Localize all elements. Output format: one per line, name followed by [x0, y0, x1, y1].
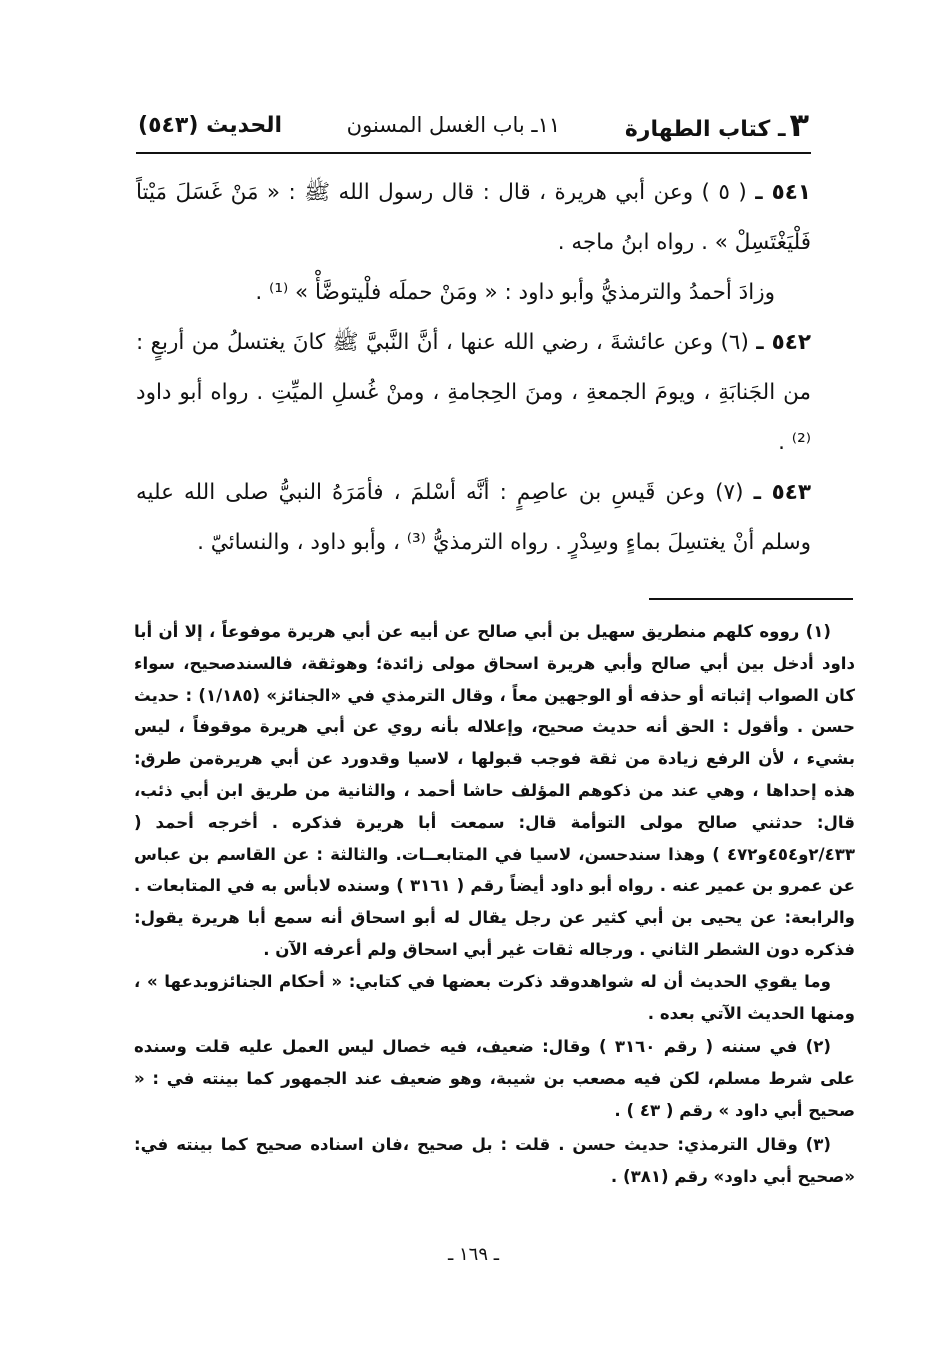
footnote-1: (١) رووه كلهم منطريق سهيل بن أبي صالح عن أبيه عن أبي هريرة موفوعاً ، إلا أن أبا داود أدخل بين أبي صالح وأبي هريرة اسحاق مولى زائدة؛ وهوثقة، فالسندصحيح، سواء كان الصواب إثباته أو حذفه أو الوجهين معاً ، وقال الترمذي في «الجنائز» (١/١٨٥) : حديث حسن . وأقول : الحق أنه حديث صحيح، وإعلاله بأنه روي عن أبي هريرة موقوفاً ، ليس بشيء ، لأن الرفع زيادة من ثقة فوجب قبولها ، لاسيا وقدورد عن أبي هريرةمن طرق: هذه إحداها ، وهي عند من ذكوهم المؤلف حاشا أحمد ، والثانية من طريق ابن أبي ذئب، قال: حدثني صالح مولى التوأمة قال: سمعت أبا هريرة فذكره . أخرجه أحمد ( ٢/٤٣٣و٤٥٤و٤٧٢ ) وهذا سندحسن، لاسيا في المتابعــات. والثالثة : عن القاسم بن عباس عن عمرو بن عمير عنه . رواه أبو داود أيضاً رقم ( ٣١٦١ ) وسنده لابأس به في المتابعات . والرابعة: عن يحيى بن أبي كثير عن رجل يقال له أبو اسحاق أنه سمع أبا هريرة يقول: فذكره دون الشطر الثاني . ورجاله ثقات غير أبي اسحاق ولم أعرفه الآن .: [134, 622, 856, 959]
footnote-1-continuation: وما يقوي الحديث أن له شواهدوقد ذكرت بعضها في كتابي: « أحكام الجنائزوبدعها » ، ومنها الحديث الآتي بعده .: [134, 971, 855, 1023]
page-number: ـ ١٦٩ ـ: [447, 1244, 499, 1265]
footnote-3: (٣) وقال الترمذي: حديث حسن . قلت : بل صحيح ،فان اسناده صحيح كما بينته في: «صحيح أبي داود» رقم (٣٨١) .: [134, 1134, 855, 1186]
footnote-2: (٢) في سننه ( رقم ٣١٦٠ ) وقال: ضعيف، فيه خصال ليس العمل عليه قلت وسنده على شرط مسلم، لكن فيه مصعب بن شيبة، وهو ضعيف عند الجمهور كما بينته في : « صحيح أبي داود » رقم ( ٤٣ ) .: [134, 1037, 855, 1120]
chapter-number: ٣: [789, 106, 809, 144]
hadith-number: ٥٤١ ـ: [755, 180, 811, 205]
hadith-reference: الحديث (٥٤٣): [138, 112, 283, 138]
footnote-separator: [649, 598, 853, 600]
hadith-541: [136, 168, 811, 268]
hadith-text: (٧) وعن قَيسِ بن عاصِمٍ : أنَّه أسْلمَ ، فأمَرَهُ النبيُّ صلى الله عليه وسلم أنْ يغتسِلَ بماءٍ وسِدْرٍ . رواه الترمذيُّ ⁽³⁾ ، وأبو داود ، والنسائيّ .: [136, 480, 811, 555]
hadith-number: ٥٤٣ ـ: [753, 480, 811, 505]
hadith-543: [136, 468, 811, 568]
section-title: ١١ـ باب الغسل المسنون: [346, 113, 561, 137]
hadith-number: ٥٤٢ ـ: [756, 330, 811, 355]
running-header: [138, 100, 809, 150]
hadith-542: [136, 318, 811, 468]
hadith-541-addition: [136, 268, 811, 318]
main-text: [136, 168, 811, 568]
chapter-title: ـ كتاب الطهارة: [624, 117, 786, 142]
chapter-heading: [625, 106, 809, 144]
footnotes: [134, 616, 855, 1192]
header-divider: [136, 152, 811, 154]
hadith-text: ( ٥ ) وعن أبي هريرة ، قال : قال رسول الله ﷺ : « مَنْ غَسَلَ مَيْتاً فَلْيَغْتَسِلْ » . رواه ابنُ ماجه .: [136, 180, 811, 255]
hadith-text: وزادَ أحمدُ والترمذيُّ وأبو داود : « ومَنْ حملَه فلْيتوضَّأْ » ⁽¹⁾ .: [255, 280, 775, 305]
hadith-text: (٦) وعن عائشةَ ، رضي الله عنها ، أنَّ النَّبيَّ ﷺ كانَ يغتسلُ من أربعٍ : من الجَنابَةِ ، ويومَ الجمعةِ ، ومنَ الحِجامةِ ، ومنْ غُسلِ الميِّتِ . رواه أبو داود ⁽²⁾ .: [136, 330, 811, 455]
